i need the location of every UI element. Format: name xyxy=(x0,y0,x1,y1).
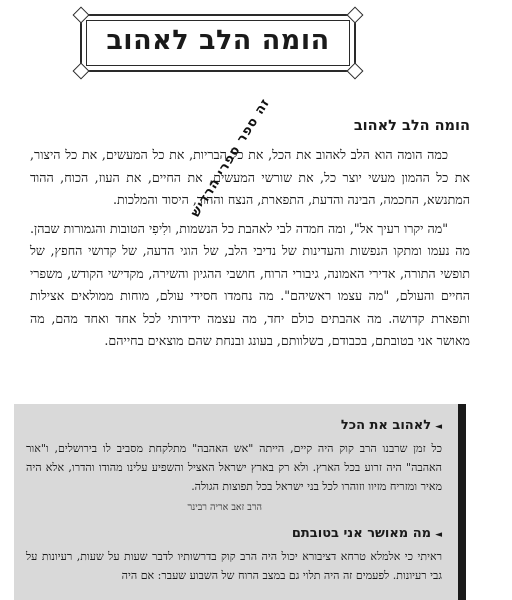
library-stamp: זה ספר ספרי הרדיש xyxy=(188,95,274,220)
main-article xyxy=(30,118,470,353)
author-signature: הרב זאב אריה רבינר xyxy=(187,502,262,513)
title-banner xyxy=(80,14,356,72)
article-heading: הומה הלב לאהוב xyxy=(353,118,470,134)
triangle-bullet-icon: ◄ xyxy=(435,422,442,432)
sidebar-section-love-all xyxy=(26,418,442,513)
article-paragraph-1: כמה הומה הוא הלב לאהוב את הכל, את כל הבריות, את כל המעשים, את כל היצור, את כל ההמון מעשי יוצר כל, את שורשי המעשים, את החיים, את העוז, הכוח, ההוד המתנשא, החכמה, הבינה והדעת, התפארת, הנצח וההוד, היסוד והמלכות. xyxy=(30,147,470,207)
page-title: הומה הלב לאהוב xyxy=(106,25,330,56)
sidebar-section-text: כל זמן שרבנו הרב קוק היה קיים, הייתה "אש האהבה" מתלקחת מסביב לו בירושלים, ו"אור האהבה" היה זרוע בכל הארץ. ולא רק בארץ ישראל האציל והשפיע עלינו מהודו והדרו, אלא היה מאיר ומזריח מזיוו וזוהרו לכל בני ישראל בכל תפוצות הגולה. xyxy=(26,442,442,493)
triangle-bullet-icon: ◄ xyxy=(435,530,442,540)
sidebar-section-happy xyxy=(26,526,442,585)
sidebar-box xyxy=(14,404,460,600)
sidebar-section-title-text: לאהוב את הכל xyxy=(340,418,432,433)
sidebar-section-text: ראיתי כי אלמלא טרחא דציבורא יכול היה הרב קוק בדרשותיו לדבר שעות על שעות, רעיונות על גבי רעיונות. לפעמים זה היה תלוי גם במצב הרוח של השבוע שעבר: אם היה xyxy=(26,550,442,582)
sidebar-section-title xyxy=(26,418,442,433)
sidebar-section-title-text: מה מאושר אני בטובתם xyxy=(291,526,432,541)
article-paragraph-2: "מה יקרו רעיך אל", ומה חמדה לבי לאהבת כל הנשמות, ולִיפִי הטובות והגמורות שבהן. מה נעמו ומתקו הנפשות והעדינות של נדיבי הלב, של הוגי הדעה, של קדושי החפץ, של תופשי התורה, אדירי האמונה, גיבורי הרוח, חושבי ההגיון והשירה, מקדישי הקודש, משפרי החיים והעולם, "מה עצמו ראשיהם". מה נחמדו חסידי עולם, מוחות ממולאים אצילות ותפארת קדושה. מה אהבתים כולם יחד, מה עצמה ידידותי לכל אחד ואחד מהם, מה מאושר אני בטובתם, בכבודם, בשלוותם, בעונג ובנחת שהם מוצאים בחייהם. xyxy=(30,220,470,348)
sidebar-edge-bar xyxy=(458,404,466,600)
sidebar-section-title xyxy=(26,526,442,541)
